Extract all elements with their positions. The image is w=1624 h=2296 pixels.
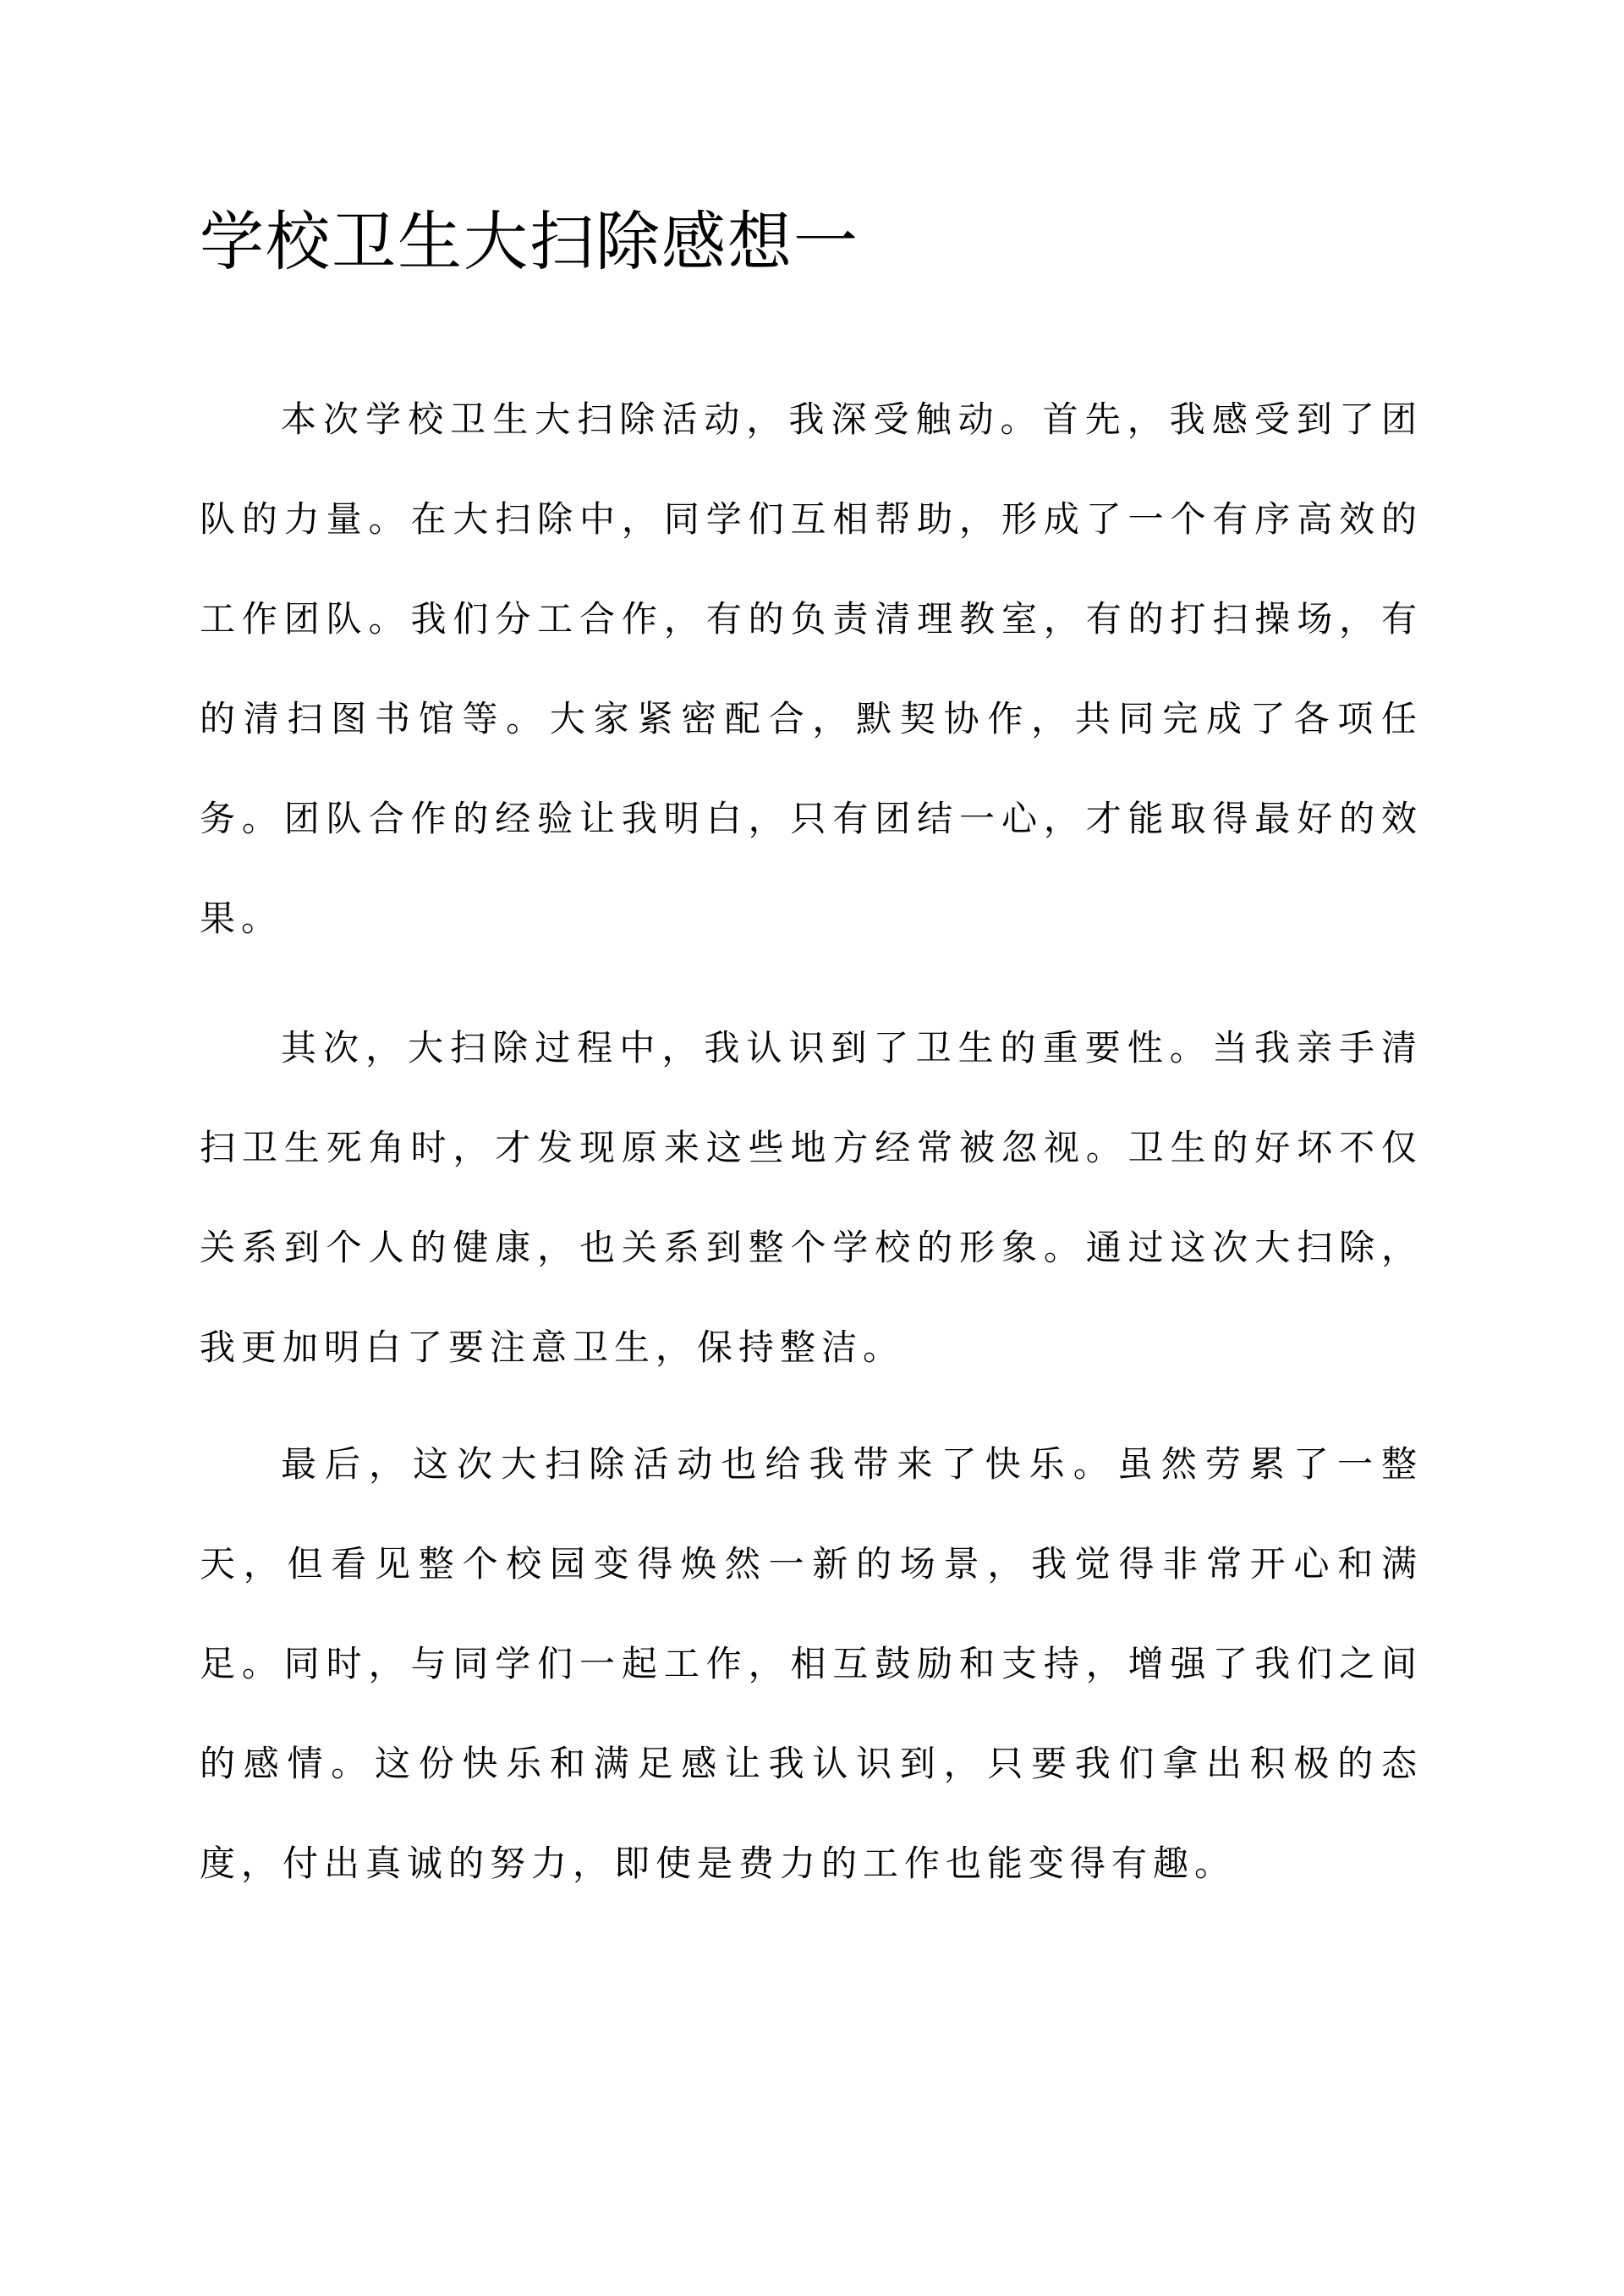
paragraph-happiness: 最后，这次大扫除活动也给我带来了快乐。虽然劳累了一整天，但看见整个校园变得焕然一新的场景，我觉得非常开心和满足。同时，与同学们一起工作，相互鼓励和支持，增强了我们之间的感情。这份快乐和满足感让我认识到，只要我们拿出积极的态度，付出真诚的努力，即使是费力的工作也能变得有趣。 — [200, 1443, 1423, 1884]
paragraph-teamwork: 本次学校卫生大扫除活动，我深受触动。首先，我感受到了团队的力量。在大扫除中，同学们互相帮助，形成了一个有序高效的工作团队。我们分工合作，有的负责清理教室，有的打扫操场，有的清扫图书馆等。大家紧密配合，默契协作，共同完成了各项任务。团队合作的经验让我明白，只有团结一心，才能取得最好的效果。 — [200, 398, 1423, 939]
paragraph-hygiene: 其次，大扫除过程中，我认识到了卫生的重要性。当我亲手清扫卫生死角时，才发现原来这些地方经常被忽视。卫生的好坏不仅关系到个人的健康，也关系到整个学校的形象。通过这次大扫除，我更加明白了要注意卫生，保持整洁。 — [200, 1027, 1423, 1368]
document-title: 学校卫生大扫除感想一 — [200, 204, 859, 279]
